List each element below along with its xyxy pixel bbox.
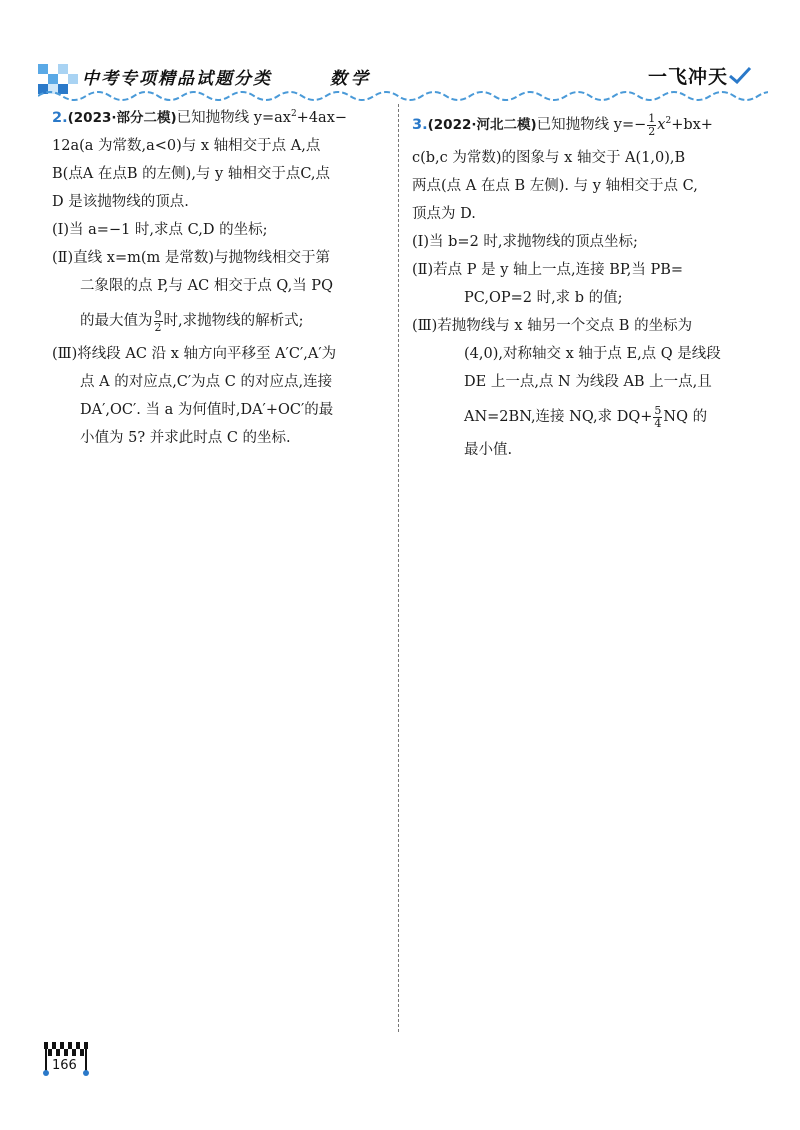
q2-number: 2. — [52, 110, 68, 126]
q3-line-1: 3.(2022·河北二模)已知抛物线 y=− $\frac{1}{2}$ $x^2+bx+$ — [412, 111, 713, 138]
subject-label: 数学 — [330, 69, 372, 89]
q3-part-3-e: 最小值. — [464, 442, 513, 458]
q2-source: (2023·部分二模) — [67, 110, 177, 126]
question-2 — [52, 105, 392, 453]
q3-part-2-a: (Ⅱ)若点 P 是 y 轴上一点,连接 BP,当 PB= — [412, 262, 684, 278]
q2-line-1: 2.(2023·部分二模)已知抛物线 $y=ax^2+4ax-$ — [52, 109, 348, 126]
q3-source: (2022·河北二模) — [427, 117, 537, 133]
page-header — [0, 0, 800, 105]
q3-line-3: 两点(点 A 在点 B 左侧). 与 y 轴相交于点 C, — [412, 178, 698, 194]
page-number: 166 — [52, 1058, 77, 1073]
book-title: 中考专项精品试题分类 — [82, 69, 272, 89]
q3-number: 3. — [412, 117, 428, 133]
q2-part-2-a: (Ⅱ)直线 x=m(m 是常数)与抛物线相交于第 — [52, 250, 331, 266]
q2-part-3-c: DA′,OC′. 当 a 为何值时,DA′+OC′的最 — [80, 402, 334, 418]
q2-line-2: 12a(a 为常数,a<0)与 x 轴相交于点 A,点 — [52, 138, 321, 154]
brand-name: 一飞冲天 — [648, 66, 729, 88]
q3-line-2: c(b,c 为常数)的图象与 x 轴交于 A(1,0),B — [412, 150, 686, 166]
q2-part-3-d: 小值为 5? 并求此时点 C 的坐标. — [80, 430, 291, 446]
column-divider — [398, 104, 399, 1032]
q2-part-1: (Ⅰ)当 a=−1 时,求点 C,D 的坐标; — [52, 222, 268, 238]
q3-part-1: (Ⅰ)当 b=2 时,求抛物线的顶点坐标; — [412, 234, 638, 250]
q2-fraction: $\frac{9}{2}$ — [154, 307, 162, 334]
q2-line-4: D 是该抛物线的顶点. — [52, 194, 189, 210]
q2-part-2-c: 的最大值为 $\frac{9}{2}$ 时,求抛物线的解析式; — [80, 307, 304, 334]
q3-part-3-d: AN=2BN,连接 NQ,求 DQ+ $\frac{5}{4}$ NQ 的 — [464, 403, 708, 430]
header-wave-divider — [38, 88, 768, 104]
q3-part-3-c: DE 上一点,点 N 为线段 AB 上一点,且 — [464, 374, 712, 390]
q3-part-2-b: PC,OP=2 时,求 b 的值; — [464, 290, 623, 306]
q3-part-3-b: (4,0),对称轴交 x 轴于点 E,点 Q 是线段 — [464, 346, 721, 362]
q3-fraction-five-quarters: $\frac{5}{4}$ — [654, 403, 662, 430]
question-3 — [412, 105, 772, 465]
q2-part-3-b: 点 A 的对应点,C′为点 C 的对应点,连接 — [80, 374, 333, 390]
q3-fraction-half: $\frac{1}{2}$ — [648, 111, 656, 138]
q3-part-3-a: (Ⅲ)若抛物线与 x 轴另一个交点 B 的坐标为 — [412, 318, 693, 334]
q2-part-2-b: 二象限的点 P,与 AC 相交于点 Q,当 PQ — [80, 278, 333, 294]
q3-line-4: 顶点为 D. — [412, 206, 476, 222]
q2-line-3: B(点A 在点B 的左侧),与 y 轴相交于点C,点 — [52, 166, 331, 182]
checkmark-icon — [728, 66, 752, 84]
q2-part-3-a: (Ⅲ)将线段 AC 沿 x 轴方向平移至 A′C′,A′为 — [52, 346, 337, 362]
